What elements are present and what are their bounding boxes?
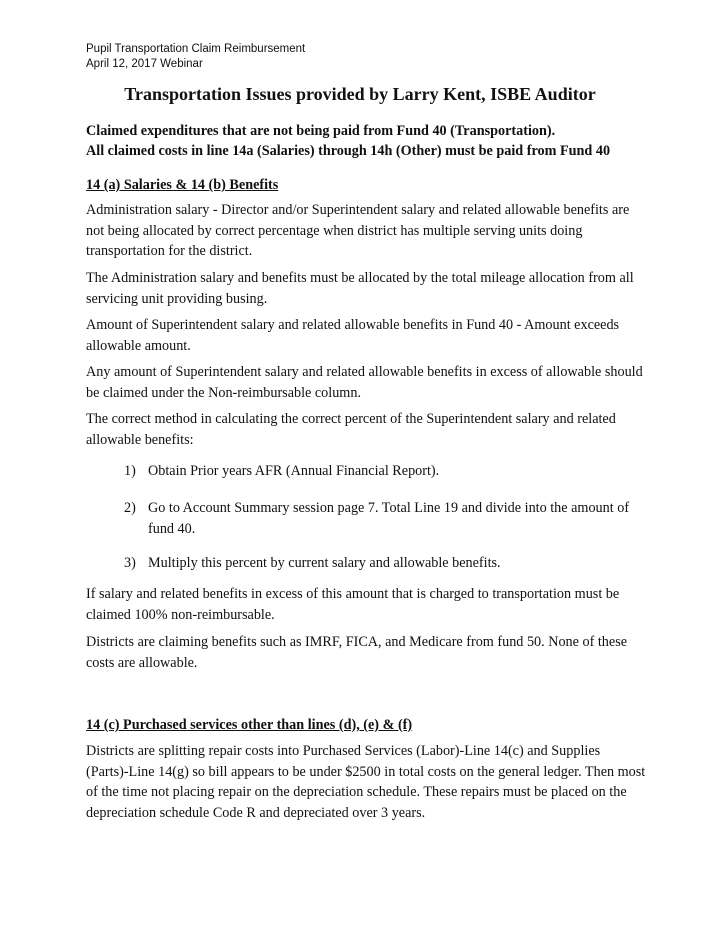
intro-line-1: Claimed expenditures that are not being paid from Fund 40 (Transportation). [86, 123, 556, 139]
section-1-paragraph-1: Administration salary - Director and/or Superintendent salary and related allowable benefits are not being allocated by correct percentage when district has multiple serving units doing transportation for the district. [86, 202, 630, 259]
list-item-number: 1) [124, 463, 136, 479]
section-2-paragraph-1: Districts are splitting repair costs into Purchased Services (Labor)-Line 14(c) and Supplies (Parts)-Line 14(g) so bill appears to be under $2500 in total costs on the general ledger. Then most of the time not placing repair on the depreciation schedule. These repairs must be placed on the depreciation schedule Code R and depreciated over 3 years. [86, 743, 646, 821]
document-title: Transportation Issues provided by Larry Kent, ISBE Auditor [124, 84, 596, 104]
intro-line-2: All claimed costs in line 14a (Salaries) through 14h (Other) must be paid from Fund 40 [86, 143, 611, 159]
section-2-heading: 14 (c) Purchased services other than lines (d), (e) & (f) [86, 717, 413, 733]
section-1-paragraph-5: The correct method in calculating the correct percent of the Superintendent salary and related allowable benefits: [86, 411, 616, 448]
section-1-paragraph-2: The Administration salary and benefits must be allocated by the total mileage allocation from all servicing unit providing busing. [86, 270, 634, 307]
list-item-number: 3) [124, 555, 136, 571]
list-item-text: Go to Account Summary session page 7. Total Line 19 and divide into the amount of fund 40. [148, 500, 630, 537]
list-item-text: Multiply this percent by current salary and allowable benefits. [148, 555, 501, 571]
header-line-2: April 12, 2017 Webinar [86, 58, 203, 70]
list-item-number: 2) [124, 500, 136, 516]
section-1-paragraph-7: Districts are claiming benefits such as IMRF, FICA, and Medicare from fund 50. None of these costs are allowable. [86, 634, 628, 671]
section-1-paragraph-3: Amount of Superintendent salary and related allowable benefits in Fund 40 - Amount exceeds allowable amount. [86, 317, 620, 354]
header-line-1: Pupil Transportation Claim Reimbursement [86, 43, 306, 55]
section-1-paragraph-6: If salary and related benefits in excess of this amount that is charged to transportation must be claimed 100% non-reimbursable. [86, 586, 620, 623]
list-item-text: Obtain Prior years AFR (Annual Financial Report). [148, 463, 440, 479]
section-1-paragraph-4: Any amount of Superintendent salary and related allowable benefits in excess of allowable should be claimed under the Non-reimbursable column. [86, 364, 643, 401]
section-1-heading: 14 (a) Salaries & 14 (b) Benefits [86, 177, 279, 193]
